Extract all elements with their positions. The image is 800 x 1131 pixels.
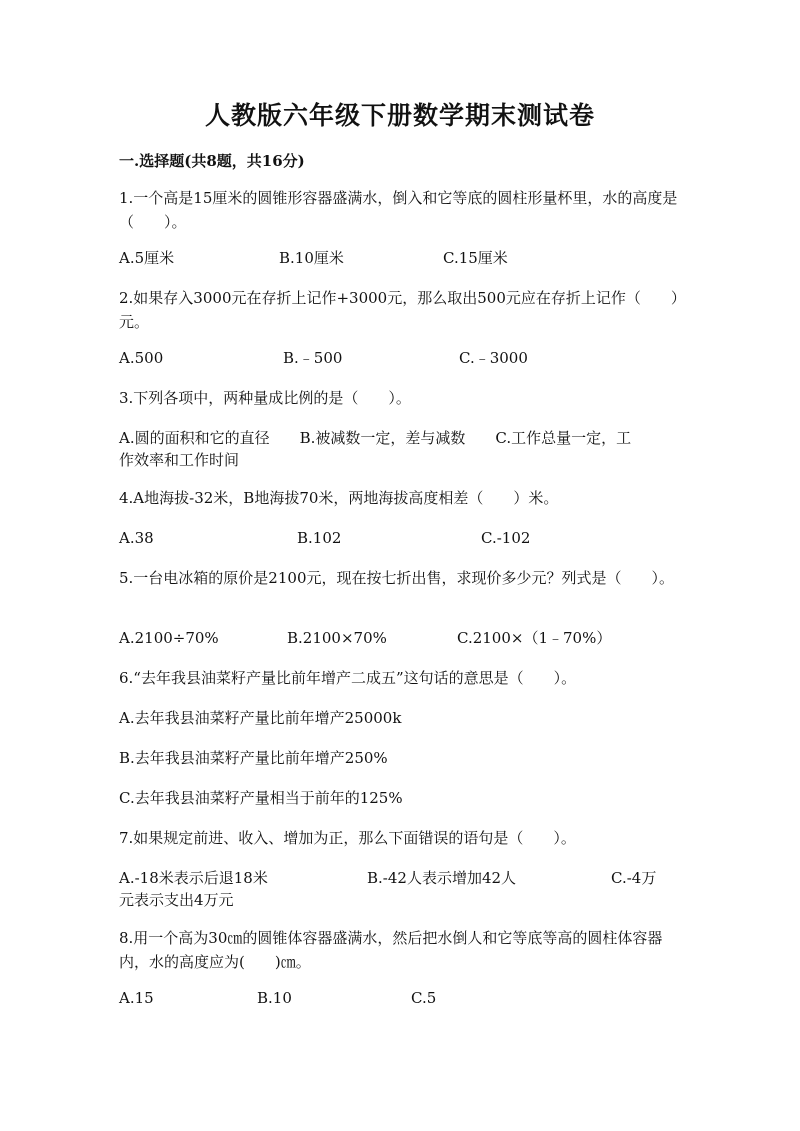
question-1: 1.一个高是15厘米的圆锥形容器盛满水，倒入和它等底的圆柱形量杯里，水的高度是（ ）。 [119,189,678,231]
question-8: 8.用一个高为30㎝的圆锥体容器盛满水，然后把水倒人和它等底等高的圆柱体容器内，水的高度应为( )㎝。 [119,929,663,971]
option-b[interactable]: B.102 [297,529,342,547]
option-c[interactable]: C.-102 [481,529,531,547]
question-8-options [119,986,689,1010]
question-4: 4.A地海拔-32米，B地海拔70米，两地海拔高度相差（ ）米。 [119,489,559,507]
page-title: 人教版六年级下册数学期末测试卷 [204,101,595,130]
question-7-options-continued: 元表示支出4万元 [119,891,234,909]
question-3-options-continued: 作效率和工作时间 [119,451,240,469]
option-b[interactable]: B.﹣500 [283,349,343,367]
option-c[interactable]: C.15厘米 [443,249,508,267]
question-7: 7.如果规定前进、收入、增加为正，那么下面错误的语句是（ ）。 [119,829,576,847]
question-2: 2.如果存入3000元在存折上记作+3000元，那么取出500元应在存折上记作（ ）元。 [119,289,679,331]
question-3: 3.下列各项中，两种量成比例的是（ ）。 [119,389,411,407]
option-a[interactable]: A.15 [119,989,154,1007]
option-a[interactable]: A.5厘米 [119,249,175,267]
question-1-options [119,246,689,270]
question-5: 5.一台电冰箱的原价是2100元，现在按七折出售，求现价多少元？列式是（ ）。 [119,569,674,587]
option-c[interactable]: C.-4万 [611,869,657,887]
question-5-options [119,626,689,650]
question-6: 6.“去年我县油菜籽产量比前年增产二成五”这句话的意思是（ ）。 [119,669,577,687]
question-2-options [119,346,689,370]
question-3-options[interactable]: A.圆的面积和它的直径 B.被减数一定，差与减数 C.工作总量一定，工 [119,429,632,447]
option-a[interactable]: A.38 [119,529,154,547]
option-c[interactable]: C.﹣3000 [459,349,528,367]
option-b[interactable]: B.2100×70% [287,629,387,647]
option-c[interactable]: C.2100×（1﹣70%） [457,629,612,647]
option-c[interactable]: C.5 [411,989,437,1007]
option-b[interactable]: B.10厘米 [279,249,344,267]
option-c[interactable]: C.去年我县油菜籽产量相当于前年的125% [119,789,403,807]
option-a[interactable]: A.2100÷70% [119,629,219,647]
question-7-options [119,866,689,890]
option-a[interactable]: A.-18米表示后退18米 [119,869,268,887]
option-b[interactable]: B.-42人表示增加42人 [367,869,517,887]
question-4-options [119,526,689,550]
option-a[interactable]: A.500 [119,349,164,367]
option-a[interactable]: A.去年我县油菜籽产量比前年增产25000k [119,709,402,727]
option-b[interactable]: B.10 [257,989,292,1007]
option-b[interactable]: B.去年我县油菜籽产量比前年增产250% [119,749,388,767]
section-heading: 一.选择题(共8题，共16分) [119,152,305,170]
